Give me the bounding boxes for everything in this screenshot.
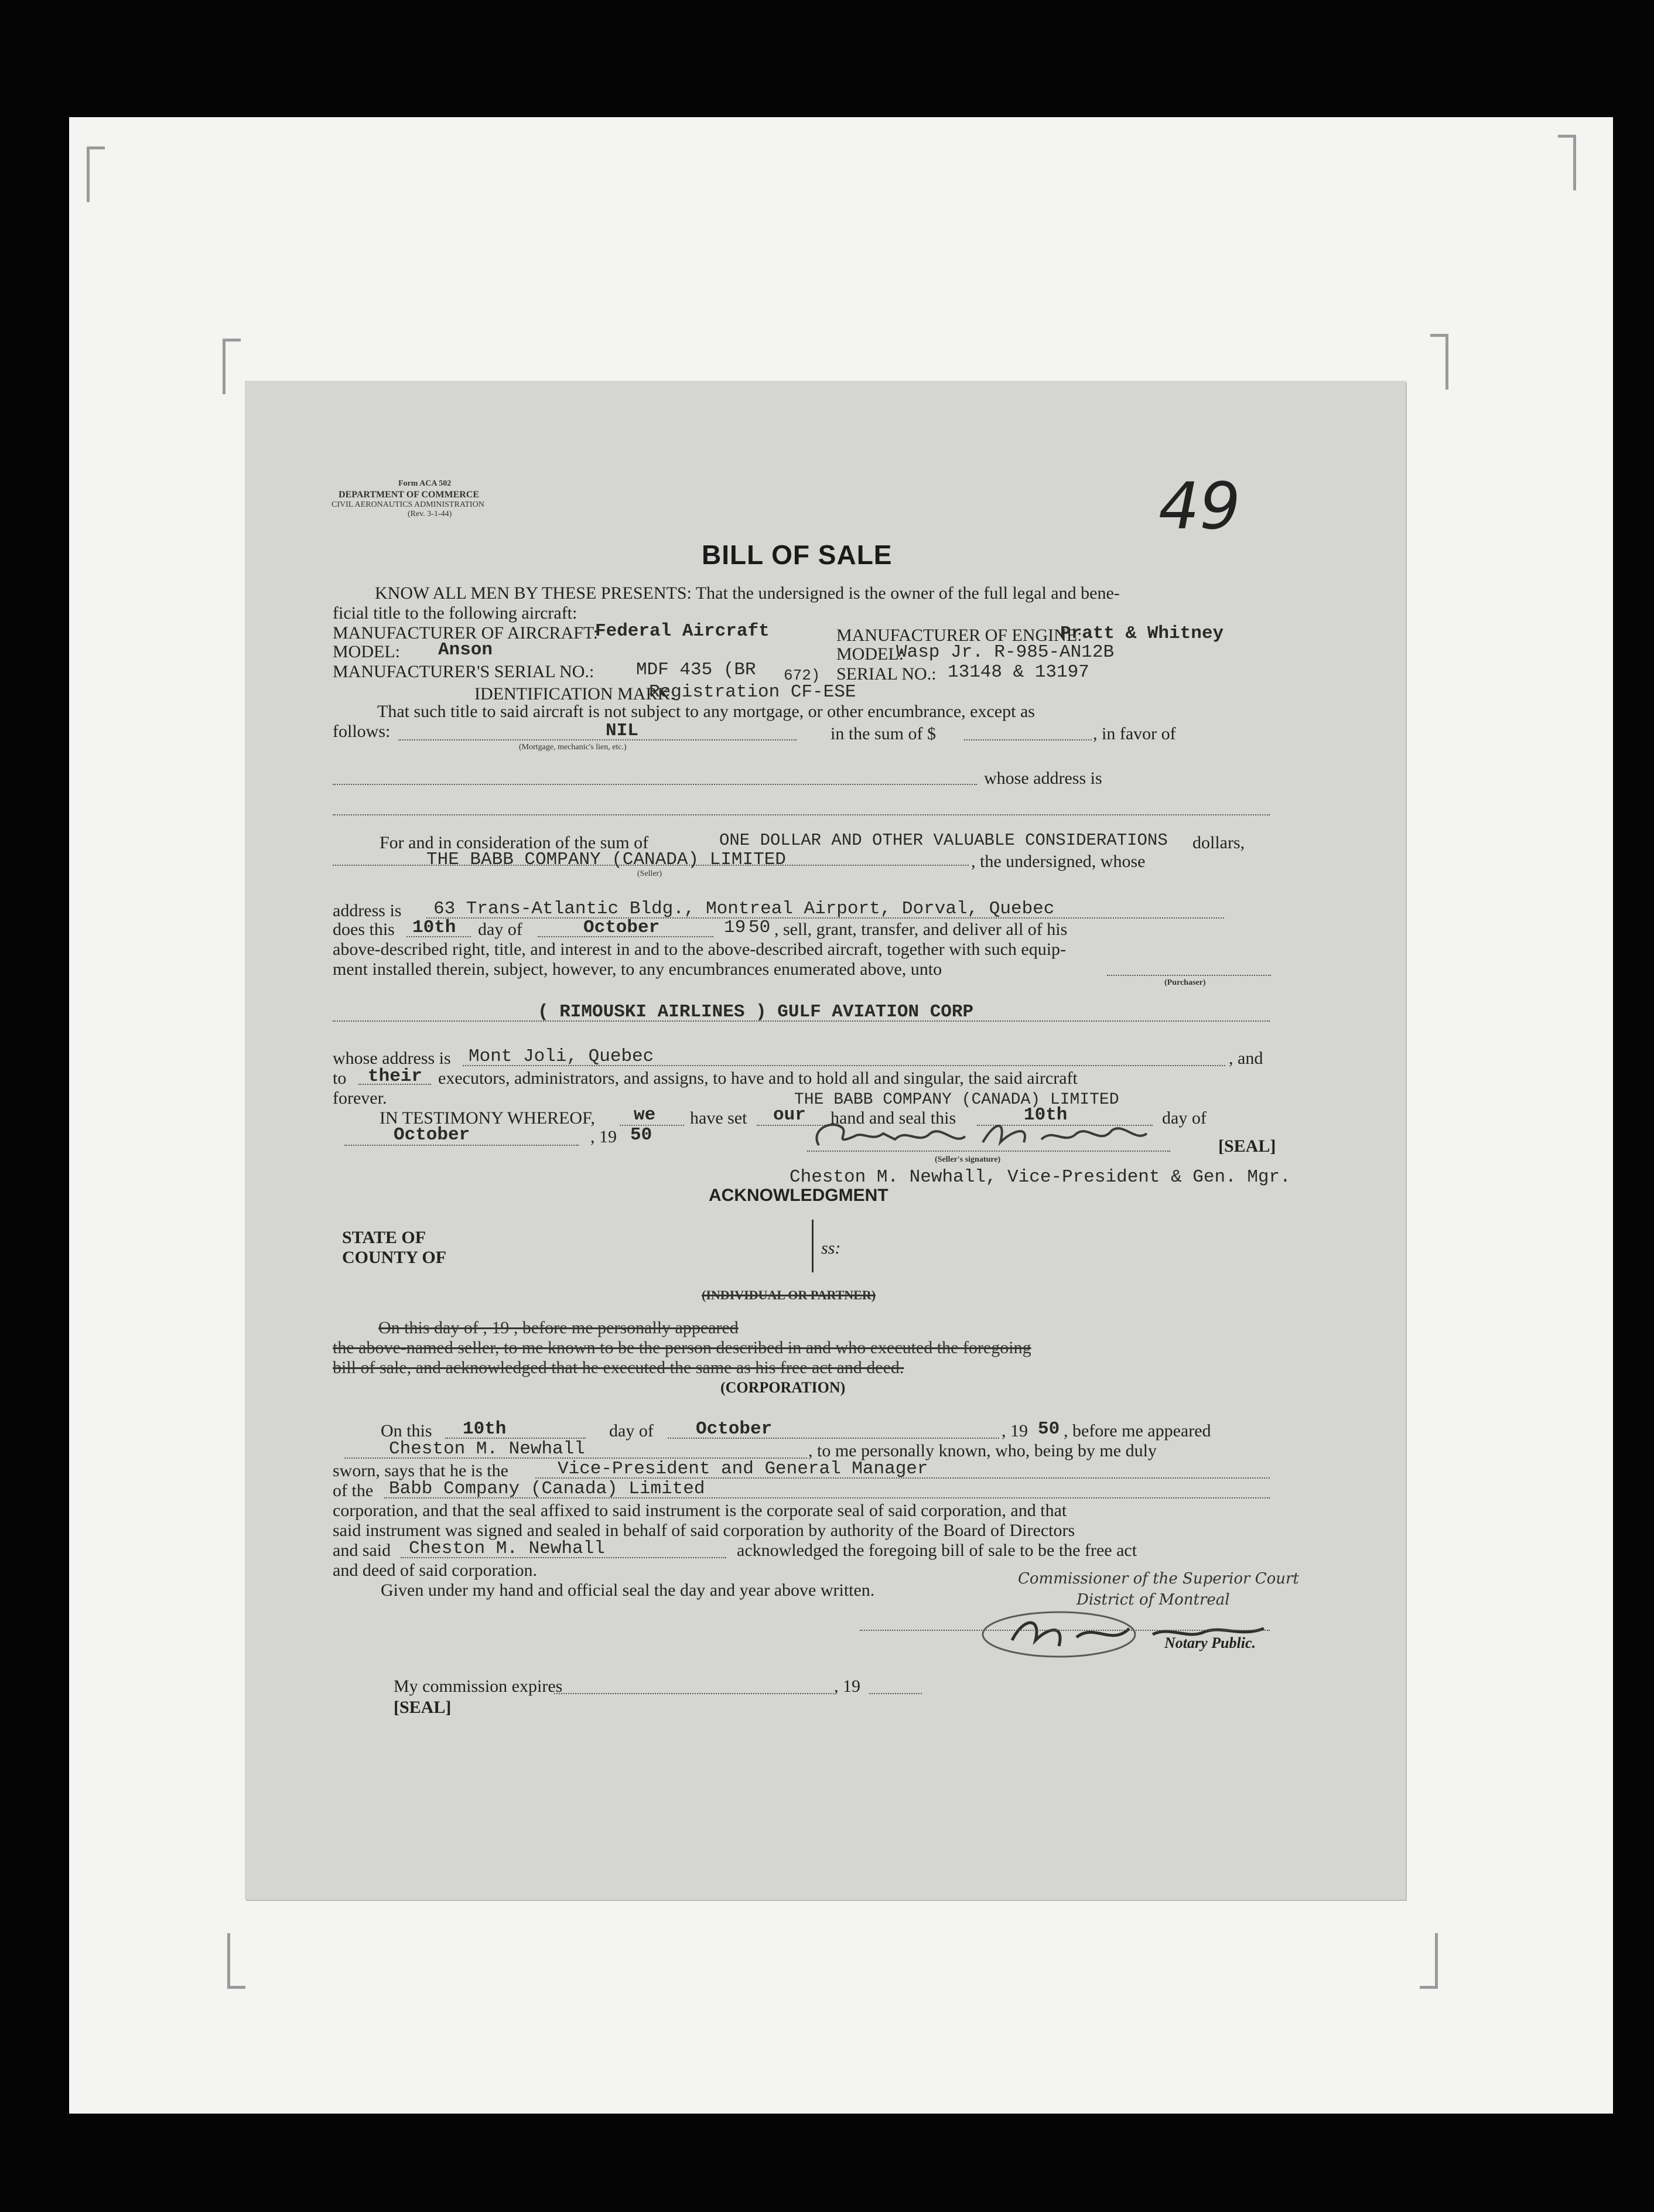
testimony-day: 10th: [1024, 1105, 1068, 1125]
engine-model-value: Wasp Jr. R-985-AN12B: [896, 642, 1115, 663]
acknowledgment-title: ACKNOWLEDGMENT: [709, 1186, 888, 1205]
form-administration: CIVIL AERONAUTICS ADMINISTRATION: [332, 500, 484, 509]
notary-public-label: Notary Public.: [1164, 1634, 1256, 1651]
testimony-prefix: IN TESTIMONY WHEREOF,: [380, 1108, 595, 1128]
day-of-text: day of: [478, 920, 522, 939]
corp-person: Cheston M. Newhall: [389, 1439, 585, 1459]
notary-signature-line: [860, 1630, 1270, 1631]
dollars-label: dollars,: [1192, 833, 1245, 852]
encumbrance-value: NIL: [606, 721, 638, 741]
document-title: BILL OF SALE: [702, 540, 893, 570]
seller-seal: [SEAL]: [1218, 1136, 1276, 1156]
form-department: DEPARTMENT OF COMMERCE: [339, 490, 480, 500]
to-text: to: [333, 1069, 347, 1088]
aircraft-manufacturer-value: Federal Aircraft: [595, 621, 770, 641]
identification-mark-value: Registration CF-ESE: [649, 682, 856, 702]
whose-address-label: whose address is: [984, 769, 1102, 788]
sum-line: [964, 739, 1092, 740]
assigns-text: executors, administrators, and assigns, to have and to hold all and singular, the said aircraft: [438, 1069, 1078, 1088]
corp-of-the: of the: [333, 1481, 374, 1500]
consideration-prefix: For and in consideration of the sum of: [380, 833, 649, 852]
testimony-our: our: [773, 1105, 806, 1125]
corp-sworn-text: sworn, says that he is the: [333, 1461, 508, 1480]
ss-label: ss:: [821, 1238, 841, 1258]
hand-seal-text: hand and seal this: [831, 1108, 956, 1128]
have-set-text: have set: [690, 1108, 747, 1128]
engine-manufacturer-value: Pratt & Whitney: [1060, 623, 1224, 644]
purchaser-caption: (Purchaser): [1164, 978, 1206, 987]
purchaser-name: ( RIMOUSKI AIRLINES ) GULF AVIATION CORP: [538, 1002, 974, 1022]
sum-label: in the sum of $: [831, 724, 936, 743]
corporation-heading: (CORPORATION): [720, 1379, 846, 1396]
month-line: [538, 936, 713, 937]
consideration-day: 10th: [412, 917, 456, 938]
encumbrance-caption: (Mortgage, mechanic's lien, etc.): [519, 743, 627, 752]
favor-line: [333, 784, 977, 785]
corp-line-2: said instrument was signed and sealed in behalf of said corporation by authority of the Board of Directors: [333, 1521, 1075, 1540]
commission-year-line: [869, 1693, 922, 1694]
aircraft-model-label: MODEL:: [333, 642, 400, 661]
individual-line-1: On this day of , 19 , before me personally appeared: [378, 1318, 739, 1337]
corp-before-me: , before me appeared: [1064, 1421, 1211, 1440]
consideration-month: October: [583, 917, 660, 938]
corp-year: 50: [1038, 1419, 1060, 1439]
aircraft-model-value: Anson: [438, 640, 493, 660]
purchaser-address: Mont Joli, Quebec: [469, 1046, 654, 1067]
aircraft-manufacturer-label: MANUFACTURER OF AIRCRAFT:: [333, 623, 599, 643]
seller-caption: (Seller): [637, 869, 662, 878]
seller-signature-line: [807, 1151, 1170, 1152]
and-text: , and: [1229, 1049, 1263, 1068]
corp-known-text: , to me personally known, who, being by me duly: [808, 1441, 1157, 1460]
crop-mark: [223, 339, 241, 394]
purchaser-line: [333, 1020, 1270, 1022]
district-stamp: District of Montreal: [1077, 1591, 1230, 1609]
testimony-we: we: [634, 1105, 656, 1125]
corp-line-1: corporation, and that the seal affixed to said instrument is the corporate seal of said corporation, and that: [333, 1501, 1067, 1520]
notary-seal: [SEAL]: [394, 1698, 452, 1717]
intro-line-2: ficial title to the following aircraft:: [333, 603, 577, 623]
encumbrance-line: [398, 739, 797, 740]
individual-line-3: bill of sale, and acknowledged that he executed the same as his free act and deed.: [333, 1358, 904, 1377]
testimony-year-prefix: , 19: [590, 1127, 617, 1146]
commissioner-stamp: Commissioner of the Superior Court: [1018, 1570, 1299, 1588]
consideration-year: 50: [749, 917, 771, 938]
signature-caption: (Seller's signature): [935, 1155, 1001, 1164]
purchaser-address-prefix: whose address is: [333, 1049, 451, 1068]
favor-address-line: [333, 814, 1270, 815]
aircraft-serial-label: MANUFACTURER'S SERIAL NO.:: [333, 662, 594, 681]
unto-line: [1107, 975, 1271, 976]
corp-deed: and deed of said corporation.: [333, 1561, 538, 1580]
identification-mark-label: IDENTIFICATION MARK:: [474, 684, 675, 704]
consideration-line-4: ment installed therein, subject, however, to any encumbrances enumerated above, unto: [333, 960, 942, 979]
crop-mark: [1430, 334, 1448, 390]
consideration-year-prefix: 19: [724, 917, 746, 938]
corp-ack-text: acknowledged the foregoing bill of sale to be the free act: [737, 1541, 1137, 1560]
day-line: [406, 936, 471, 937]
their-value: their: [368, 1066, 423, 1087]
form-number: Form ACA 502: [398, 479, 452, 488]
intro-line-1: KNOW ALL MEN BY THESE PRESENTS: That the undersigned is the owner of the full legal and bene-: [375, 583, 1120, 603]
forever-text: forever.: [333, 1088, 387, 1108]
encumbrance-line-1: That such title to said aircraft is not subject to any mortgage, or other encumbrance, except as: [377, 702, 1035, 721]
crop-mark: [87, 146, 105, 202]
seller-signature: [807, 1113, 1170, 1160]
individual-line-2: the above-named seller, to me known to be the person described in and who executed the foregoing: [333, 1338, 1031, 1357]
undersigned-text: , the undersigned, whose: [971, 852, 1146, 871]
seller-address: 63 Trans-Atlantic Bldg., Montreal Airport, Dorval, Quebec: [433, 899, 1055, 919]
bill-of-sale-document: [245, 381, 1406, 1900]
seller-company-stamp: THE BABB COMPANY (CANADA) LIMITED: [794, 1091, 1119, 1109]
form-revision: (Rev. 3-1-44): [408, 510, 452, 518]
aircraft-serial-value-suffix: 672): [784, 667, 821, 684]
testimony-year: 50: [630, 1125, 652, 1145]
commission-expires-label: My commission expires: [394, 1677, 563, 1696]
engine-model-label: MODEL:: [836, 644, 904, 664]
corp-day-of: day of: [609, 1421, 654, 1440]
county-label: COUNTY OF: [342, 1248, 447, 1267]
engine-serial-value: 13148 & 13197: [948, 662, 1089, 682]
consideration-line-3: above-described right, title, and interest in and to the above-described aircraft, together with such equip-: [333, 940, 1067, 959]
commission-year-prefix: , 19: [834, 1677, 860, 1696]
corp-person-2: Cheston M. Newhall: [409, 1538, 605, 1559]
ss-bracket: [812, 1220, 816, 1272]
state-label: STATE OF: [342, 1228, 426, 1247]
crop-mark: [1420, 1933, 1438, 1989]
corp-role: Vice-President and General Manager: [558, 1459, 928, 1479]
aircraft-serial-value: MDF 435 (BR: [636, 660, 756, 680]
corp-and-said: and said: [333, 1541, 391, 1560]
crop-mark: [227, 1933, 245, 1989]
corp-year-prefix: , 19: [1002, 1421, 1028, 1440]
corp-month: October: [696, 1419, 773, 1439]
crop-mark: [1558, 135, 1576, 190]
testimony-month: October: [394, 1125, 470, 1145]
consideration-amount: ONE DOLLAR AND OTHER VALUABLE CONSIDERATIONS: [719, 831, 1168, 850]
favor-label: , in favor of: [1093, 724, 1176, 743]
follows-label: follows:: [333, 722, 391, 741]
their-line: [358, 1084, 431, 1085]
purchaser-address-line: [463, 1065, 1225, 1066]
corp-on-this: On this: [381, 1421, 432, 1440]
address-prefix: address is: [333, 901, 402, 920]
engine-serial-label: SERIAL NO.:: [836, 664, 937, 684]
seller-name: THE BABB COMPANY (CANADA) LIMITED: [426, 849, 786, 870]
given-text: Given under my hand and official seal the day and year above written.: [381, 1581, 875, 1600]
testimony-day-of: day of: [1162, 1108, 1207, 1128]
handwritten-page-number: 49: [1159, 469, 1240, 544]
corp-company: Babb Company (Canada) Limited: [389, 1479, 705, 1499]
sell-text: , sell, grant, transfer, and deliver all of his: [774, 920, 1068, 939]
corp-day: 10th: [463, 1419, 507, 1439]
seller-signer: Cheston M. Newhall, Vice-President & Gen. Mgr.: [790, 1167, 1291, 1187]
commission-line: [554, 1693, 834, 1694]
individual-heading: (INDIVIDUAL OR PARTNER): [702, 1288, 876, 1302]
does-this-text: does this: [333, 920, 395, 939]
engine-manufacturer-label: MANUFACTURER OF ENGINE:: [836, 626, 1082, 645]
